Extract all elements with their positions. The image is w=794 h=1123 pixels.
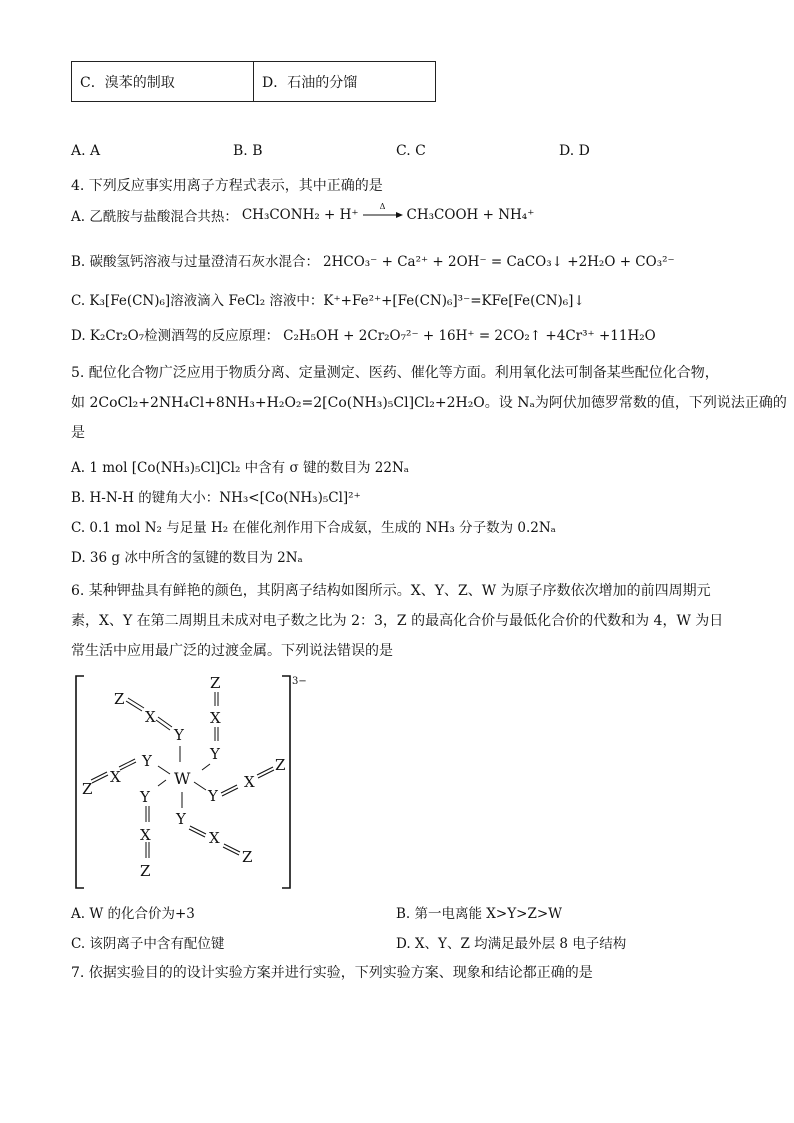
q3-answer-b: B. B <box>233 143 263 159</box>
option-table <box>71 61 436 102</box>
q3-answer-a: A. A <box>71 143 101 159</box>
ion-charge: 3− <box>292 676 307 687</box>
atom-labels <box>82 674 285 880</box>
atom-z: Z <box>140 862 151 880</box>
atom-z: Z <box>242 848 253 866</box>
q3-answer-c: C. C <box>396 143 426 159</box>
q4-option-b <box>71 250 675 270</box>
q5-stem-line-2: 如 2CoCl₂+2NH₄Cl+8NH₃+H₂O₂=2[Co(NH₃)₅Cl]Cl₂+2H₂O。设 Nₐ为阿伏加德罗常数的值，下列说法正确的 <box>71 395 787 411</box>
q4-stem: 4. 下列反应事实用离子方程式表示，其中正确的是 <box>71 178 383 194</box>
q6-stem-line-3: 常生活中应用最广泛的过渡金属。下列说法错误的是 <box>71 643 393 659</box>
q4-option-a <box>71 202 535 225</box>
q7-stem: 7. 依据实验目的的设计实验方案并进行实验，下列实验方案、现象和结论都正确的是 <box>71 965 593 981</box>
anion-structure-diagram <box>70 670 320 895</box>
long-right-arrow-icon <box>363 211 403 219</box>
q5-option-c: C. 0.1 mol N₂ 与足量 H₂ 在催化剂作用下合成氨，生成的 NH₃ 分子数为 0.2Nₐ <box>71 520 556 536</box>
q3-answer-d: D. D <box>559 143 590 159</box>
atom-x: X <box>140 826 151 844</box>
q6-option-d: D. X、Y、Z 均满足最外层 8 电子结构 <box>396 936 627 952</box>
atom-y: Y <box>176 810 186 828</box>
q4-a-eq-right: CH₃COOH + NH₄⁺ <box>406 207 535 223</box>
q6-stem-line-1: 6. 某种钾盐具有鲜艳的颜色，其阴离子结构如图所示。X、Y、Z、W 为原子序数依次增加的前四周期元 <box>71 583 711 599</box>
option-cell-c: C．溴苯的制取 <box>80 74 175 91</box>
atom-x: X <box>209 829 220 847</box>
atom-x: X <box>210 709 221 727</box>
q4-a-arrow <box>363 203 403 219</box>
q5-option-a: A. 1 mol [Co(NH₃)₅Cl]Cl₂ 中含有 σ 键的数目为 22Nₐ <box>71 460 409 476</box>
right-bracket <box>282 676 290 888</box>
q6-option-a: A. W 的化合价为+3 <box>71 906 195 922</box>
q4-d-eq: C₂H₅OH + 2Cr₂O₇²⁻ + 16H⁺ = 2CO₂↑ +4Cr³⁺ +11H₂O <box>283 328 656 344</box>
atom-z: Z <box>275 756 286 774</box>
atom-y: Y <box>208 787 218 805</box>
q4-option-d <box>71 324 656 344</box>
q6-stem-line-2: 素，X、Y 在第二周期且未成对电子数之比为 2：3，Z 的最高化合价与最低化合价的代数和为 4，W 为日 <box>71 613 724 629</box>
q4-option-c: C. K₃[Fe(CN)₆]溶液滴入 FeCl₂ 溶液中：K⁺+Fe²⁺+[Fe(CN)₆]³⁻=KFe[Fe(CN)₆]↓ <box>71 293 585 309</box>
q5-option-b: B. H-N-H 的键角大小：NH₃<[Co(NH₃)₅Cl]²⁺ <box>71 490 361 506</box>
atom-y: Y <box>142 752 152 770</box>
q5-stem-line-3: 是 <box>71 425 85 441</box>
atom-y: Y <box>140 788 150 806</box>
atom-x: X <box>244 773 255 791</box>
atom-y: Y <box>174 726 184 744</box>
q4-b-eq: 2HCO₃⁻ + Ca²⁺ + 2OH⁻ = CaCO₃↓ +2H₂O + CO₃²⁻ <box>323 254 675 270</box>
atom-z: Z <box>210 674 221 692</box>
q5-stem-line-1: 5. 配位化合物广泛应用于物质分离、定量测定、医药、催化等方面。利用氧化法可制备某些配位化合物， <box>71 365 719 381</box>
atom-x: X <box>145 708 156 726</box>
atom-w: W <box>174 769 191 788</box>
q6-option-c: C. 该阴离子中含有配位键 <box>71 936 225 952</box>
q6-option-b: B. 第一电离能 X>Y>Z>W <box>396 906 563 922</box>
q4-a-arrow-label: Δ <box>379 202 386 211</box>
q4-a-eq-left: CH₃CONH₂ + H⁺ <box>241 207 359 223</box>
atom-z: Z <box>114 690 125 708</box>
q4-d-prefix: D. K₂Cr₂O₇检测酒驾的反应原理： <box>71 328 280 344</box>
atom-y: Y <box>210 745 220 763</box>
atom-z: Z <box>82 780 93 798</box>
q4-b-prefix: B. 碳酸氢钙溶液与过量澄清石灰水混合： <box>71 254 320 270</box>
atom-x: X <box>110 768 121 786</box>
q5-option-d: D. 36 g 冰中所含的氢键的数目为 2Nₐ <box>71 550 303 566</box>
q4-a-prefix: A. 乙酰胺与盐酸混合共热： <box>71 209 238 225</box>
option-cell-d: D．石油的分馏 <box>253 62 435 101</box>
